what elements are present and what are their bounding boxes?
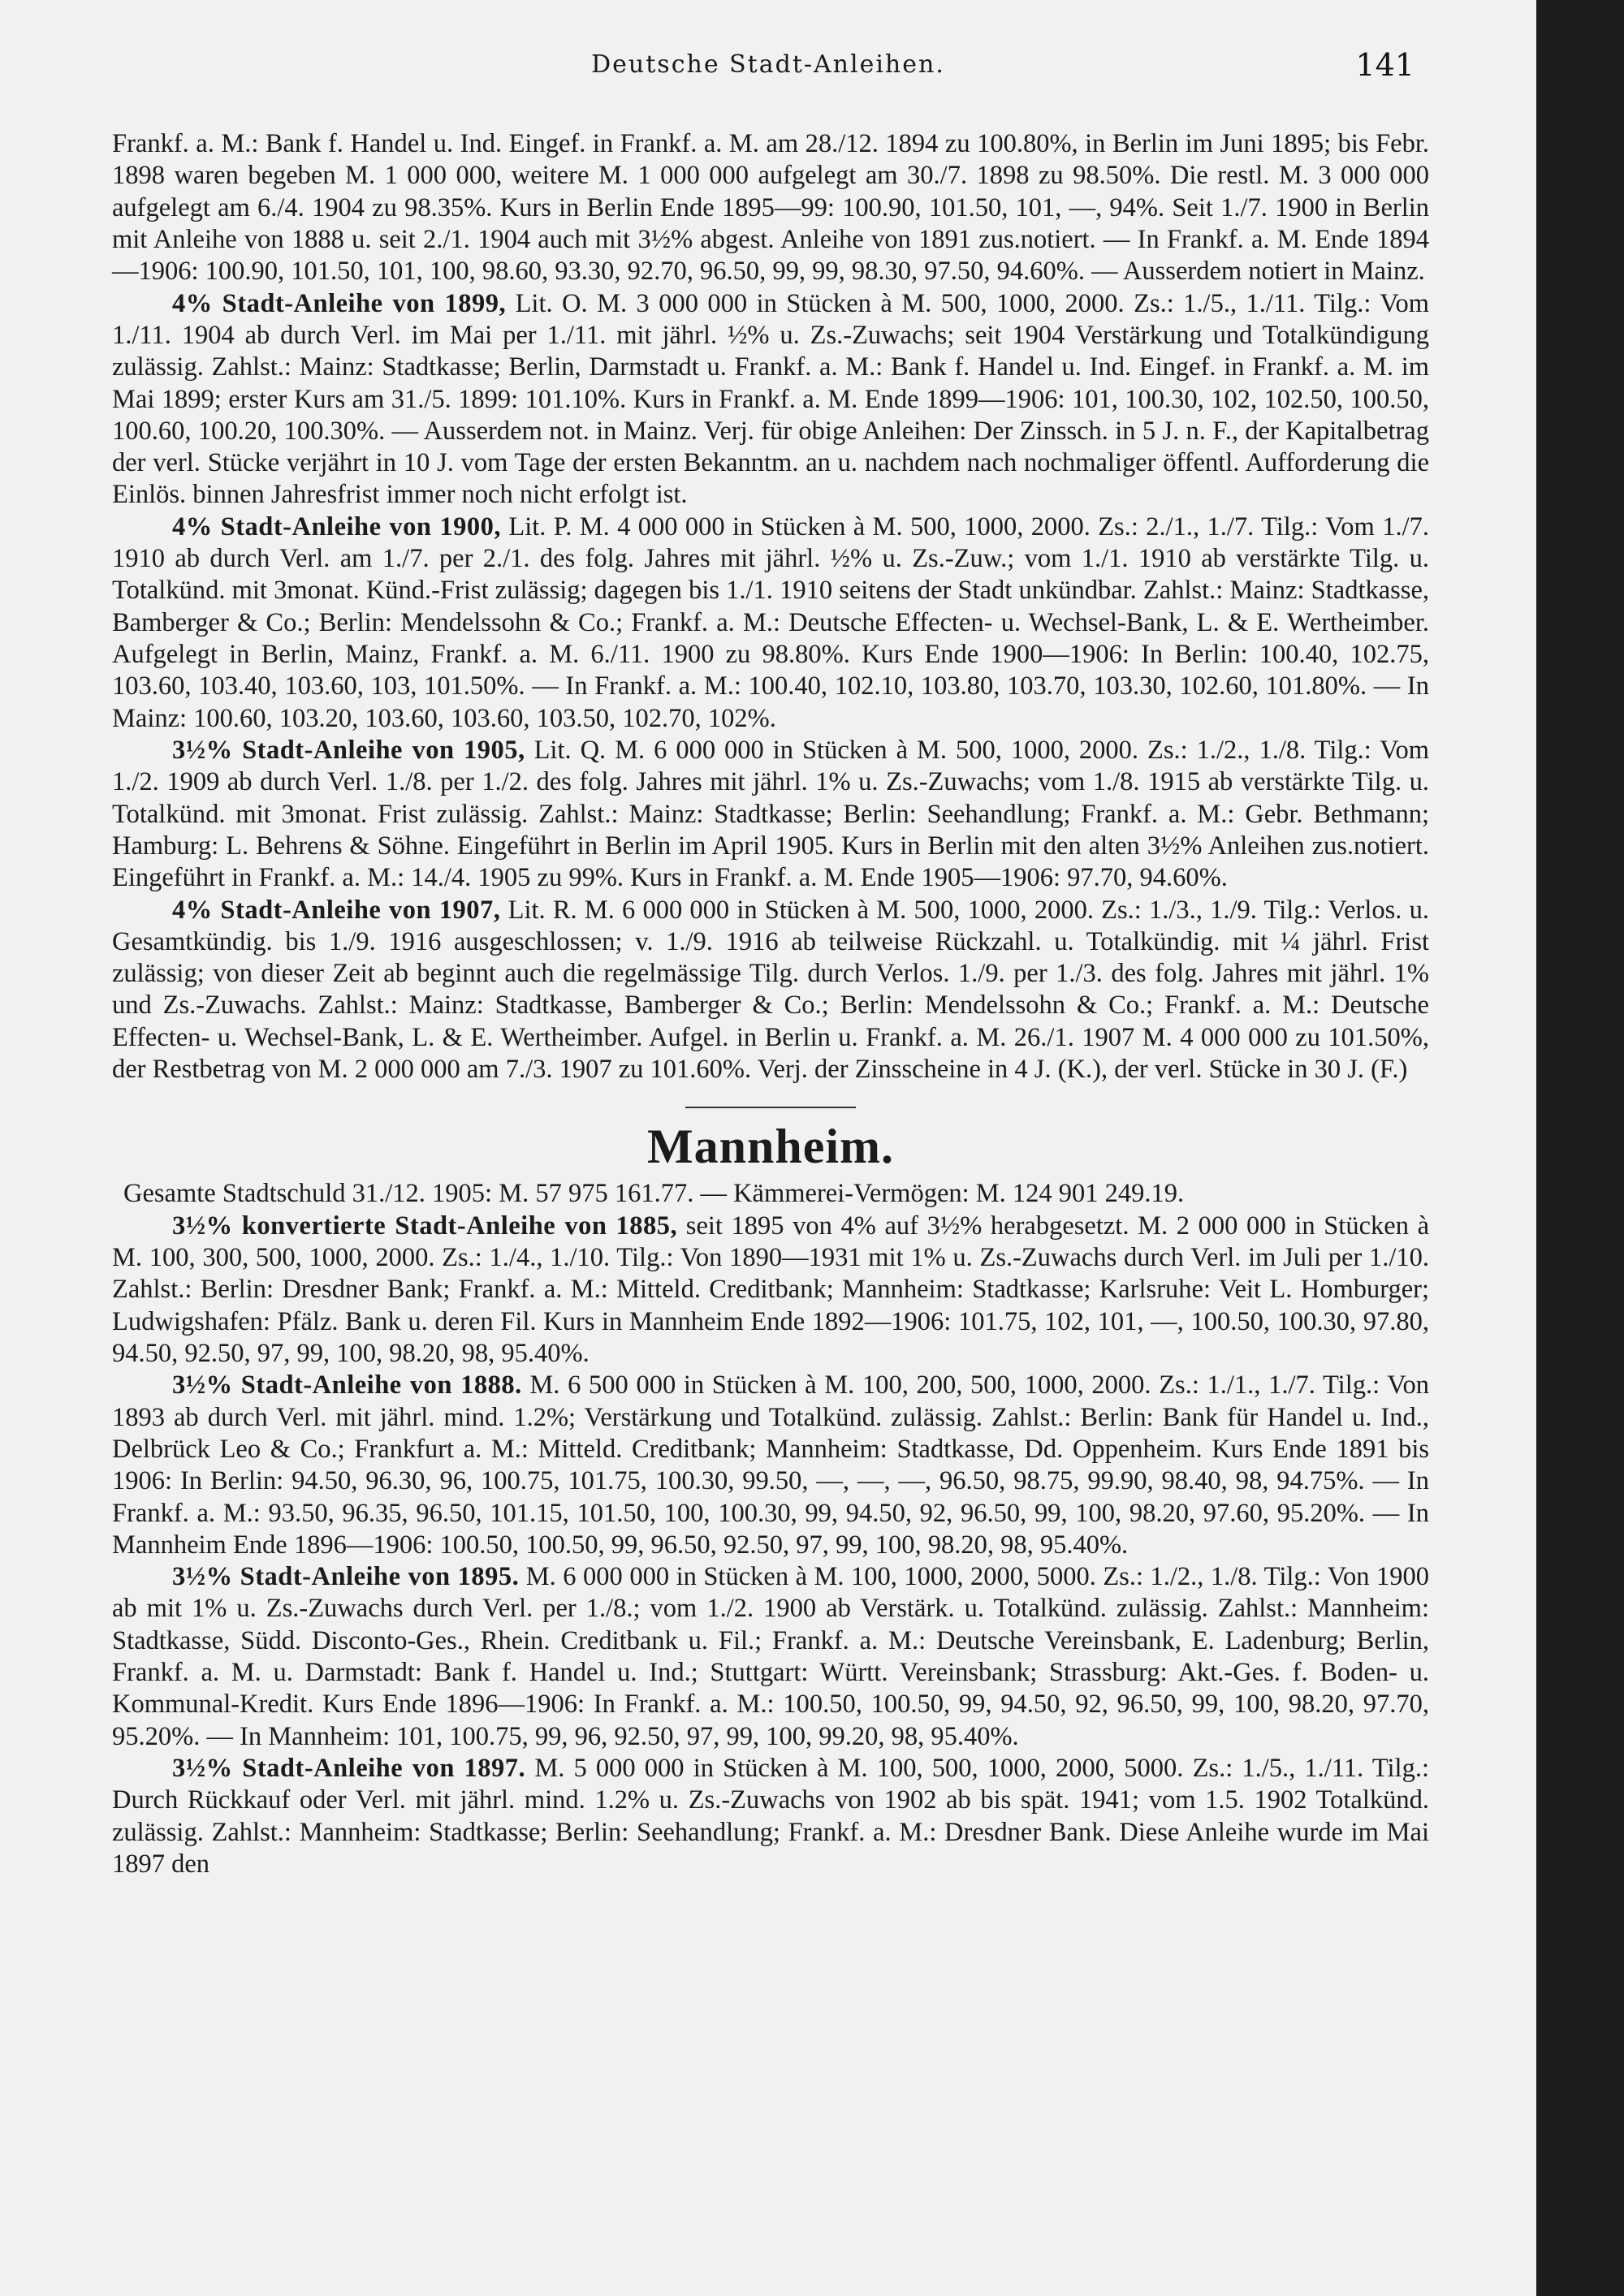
loan-entry-1907 (112, 895, 1429, 1086)
loan-title: 4% Stadt-Anleihe von 1899, (172, 288, 507, 318)
intro-paragraph: Frankf. a. M.: Bank f. Handel u. Ind. Eingef. in Frankf. a. M. am 28./12. 1894 zu 100.80%, in Berlin im Juni 1895; bis Febr. 1898 waren begeben M. 1 000 000, weitere M. 1 000 000 aufgelegt am 30./7. 1898 zu 98.50%. Die restl. M. 3 000 000 aufgelegt am 6./4. 1904 zu 98.35%. Kurs in Berlin Ende 1895—99: 100.90, 101.50, 101, —, 94%. Seit 1./7. 1900 in Berlin mit Anleihe von 1888 u. seit 2./1. 1904 auch mit 3½% abgest. Anleihe von 1891 zus.notiert. — In Frankf. a. M. Ende 1894—1906: 100.90, 101.50, 101, 100, 98.60, 93.30, 92.70, 96.50, 99, 99, 98.30, 97.50, 94.60%. — Ausserdem notiert in Mainz. (112, 129, 1429, 287)
body-text (112, 128, 1429, 1880)
loan-title: 4% Stadt-Anleihe von 1900, (172, 511, 501, 542)
city-debt-summary: Gesamte Stadtschuld 31./12. 1905: M. 57 975 161.77. — Kämmerei-Vermögen: M. 124 901 249.19. (123, 1179, 1185, 1209)
loan-entry-1899 (112, 288, 1429, 511)
loan-entry-1895 (112, 1561, 1429, 1753)
loan-details: M. 5 000 000 in Stücken à M. 100, 500, 1000, 2000, 5000. Zs.: 1./5., 1./11. Tilg.: Durch Rückkauf oder Verl. mit jährl. mind. 1.2% u. Zs.-Zuwachs von 1902 ab bis spät. 1941; vom 1.5. 1902 Totalkünd. zulässig. Zahlst.: Mannheim: Stadtkasse; Berlin: Seehandlung; Frankf. a. M.: Dresdner Bank. Diese Anleihe wurde im Mai 1897 den (112, 1754, 1429, 1879)
loan-title: 3½% Stadt-Anleihe von 1895. (172, 1562, 520, 1592)
loan-title: 3½% konvertierte Stadt-Anleihe von 1885, (172, 1211, 678, 1241)
section-divider (685, 1107, 856, 1108)
loan-entry-1900 (112, 511, 1429, 735)
loan-title: 3½% Stadt-Anleihe von 1897. (172, 1754, 526, 1783)
loan-details: Lit. R. M. 6 000 000 in Stücken à M. 500, 1000, 2000. Zs.: 1./3., 1./9. Tilg.: Verlos. u. Gesamtkündig. bis 1./9. 1916 ausgeschlossen; v. 1./9. 1916 ab teilweise Rückzahl. u. Totalkündig. mit ¼ jährl. Frist zulässig; von dieser Zeit ab beginnt auch die regelmässige Tilg. durch Verlos. 1./9. per 1./3. des folg. Jahres mit jährl. 1% und Zs.-Zuwachs. Zahlst.: Mainz: Stadtkasse, Bamberger & Co.; Berlin: Mendelssohn & Co.; Frankf. a. M.: Deutsche Effecten- u. Wechsel-Bank, L. & E. Wertheimber. Aufgel. in Berlin u. Frankf. a. M. 26./1. 1907 M. 4 000 000 zu 101.50%, der Restbetrag von M. 2 000 000 am 7./3. 1907 zu 101.60%. Verj. der Zinsscheine in 4 J. (K.), der verl. Stücke in 30 J. (F.) (112, 895, 1429, 1085)
city-heading: Mannheim. (646, 1120, 895, 1174)
loan-details: M. 6 000 000 in Stücken à M. 100, 1000, 2000, 5000. Zs.: 1./2., 1./8. Tilg.: Von 1900 ab mit 1% u. Zs.-Zuwachs durch Verl. per 1./8.; vom 1./2. 1900 ab Verstärk. u. Totalkünd. zulässig. Zahlst.: Mannheim: Stadtkasse, Südd. Disconto-Ges., Rhein. Creditbank u. Fil.; Frankf. a. M.: Deutsche Vereinsbank, E. Ladenburg; Berlin, Frankf. a. M. u. Darmstadt: Bank f. Handel u. Ind.; Stuttgart: Württ. Vereinsbank; Strassburg: Akt.-Ges. f. Boden- u. Kommunal-Kredit. Kurs Ende 1896—1906: In Frankf. a. M.: 100.50, 100.50, 99, 94.50, 92, 96.50, 99, 100, 98.20, 97.70, 95.20%. — In Mannheim: 101, 100.75, 99, 96, 92.50, 97, 99, 100, 99.20, 98, 95.40%. (112, 1562, 1429, 1751)
loan-details: Lit. Q. M. 6 000 000 in Stücken à M. 500, 1000, 2000. Zs.: 1./2., 1./8. Tilg.: Vom 1./2. 1909 ab durch Verl. 1./8. per 1./2. des folg. Jahres mit jährl. 1% u. Zs.-Zuwachs; vom 1./8. 1915 ab verstärkte Tilg. u. Totalkünd. mit 3monat. Frist zulässig. Zahlst.: Mainz: Stadtkasse; Berlin: Seehandlung; Frankf. a. M.: Gebr. Bethmann; Hamburg: L. Behrens & Söhne. Eingeführt in Berlin im April 1905. Kurs in Berlin mit den alten 3½% Anleihen zus.notiert. Eingeführt in Frankf. a. M.: 14./4. 1905 zu 99%. Kurs in Frankf. a. M. Ende 1905—1906: 97.70, 94.60%. (112, 735, 1429, 893)
loan-entry-1905 (112, 735, 1429, 895)
loan-details: Lit. O. M. 3 000 000 in Stücken à M. 500, 1000, 2000. Zs.: 1./5., 1./11. Tilg.: Vom 1./11. 1904 ab durch Verl. im Mai per 1./11. mit jährl. ½% u. Zs.-Zuwachs; seit 1904 Verstärkung und Totalkündigung zulässig. Zahlst.: Mainz: Stadtkasse; Berlin, Darmstadt u. Frankf. a. M.: Bank f. Handel u. Ind. Eingef. in Frankf. a. M. im Mai 1899; erster Kurs am 31./5. 1899: 101.10%. Kurs in Frankf. a. M. Ende 1899—1906: 101, 100.30, 102, 102.50, 100.50, 100.60, 100.20, 100.30%. — Ausserdem not. in Mainz. Verj. für obige Anleihen: Der Zinssch. in 5 J. n. F., der Kapitalbetrag der verl. Stücke verjährt in 10 J. vom Tage der ersten Bekanntm. an u. nachdem nach nochmaliger öffentl. Aufforderung die Einlös. binnen Jahresfrist immer noch nicht erfolgt ist. (112, 288, 1430, 510)
loan-title: 3½% Stadt-Anleihe von 1905, (172, 735, 525, 765)
loan-details: M. 6 500 000 in Stücken à M. 100, 200, 500, 1000, 2000. Zs.: 1./1., 1./7. Tilg.: Von 1893 ab durch Verl. mit jährl. mind. 1.2%; Verstärkung und Totalkünd. zulässig. Zahlst.: Berlin: Bank für Handel u. Ind., Delbrück Leo & Co.; Frankfurt a. M.: Mitteld. Creditbank; Mannheim: Stadtkasse, Dd. Oppenheim. Kurs Ende 1891 bis 1906: In Berlin: 94.50, 96.30, 96, 100.75, 101.75, 100.30, 99.50, —, —, —, 96.50, 98.75, 99.90, 98.40, 98, 94.75%. — In Frankf. a. M.: 93.50, 96.35, 96.50, 101.15, 101.50, 100, 100.30, 99, 94.50, 92, 96.50, 99, 100, 98.20, 97.60, 95.20%. — In Mannheim Ende 1896—1906: 100.50, 100.50, 99, 96.50, 92.50, 97, 99, 100, 98.20, 98, 95.40%. (112, 1370, 1429, 1560)
running-title: Deutsche Stadt-Anleihen. (591, 50, 945, 79)
page-header (0, 47, 1536, 91)
loan-title: 3½% Stadt-Anleihe von 1888. (172, 1370, 522, 1400)
page-number: 141 (1355, 47, 1415, 83)
loan-title: 4% Stadt-Anleihe von 1907, (172, 895, 501, 925)
loan-entry-1897 (112, 1753, 1429, 1880)
loan-entry-1888 (112, 1370, 1429, 1561)
loan-details: Lit. P. M. 4 000 000 in Stücken à M. 500, 1000, 2000. Zs.: 2./1., 1./7. Tilg.: Vom 1./7. 1910 ab durch Verl. am 1./7. per 2./1. des folg. Jahres mit jährl. ½% u. Zs.-Zuw.; vom 1./1. 1910 ab verstärkte Tilg. u. Totalkünd. mit 3monat. Künd.-Frist zulässig; dagegen bis 1./1. 1910 seitens der Stadt unkündbar. Zahlst.: Mainz: Stadtkasse, Bamberger & Co.; Berlin: Mendelssohn & Co.; Frankf. a. M.: Deutsche Effecten- u. Wechsel-Bank, L. & E. Wertheimber. Aufgelegt in Berlin, Mainz, Frankf. a. M. 6./11. 1900 zu 98.80%. Kurs Ende 1900—1906: In Berlin: 100.40, 102.75, 103.60, 103.40, 103.60, 103, 101.50%. — In Frankf. a. M.: 100.40, 102.10, 103.80, 103.70, 103.30, 102.60, 101.80%. — In Mainz: 100.60, 103.20, 103.60, 103.60, 103.50, 102.70, 102%. (112, 511, 1429, 733)
loan-details: seit 1895 von 4% auf 3½% herabgesetzt. M. 2 000 000 in Stücken à M. 100, 300, 500, 1000, 2000. Zs.: 1./4., 1./10. Tilg.: Von 1890—1931 mit 1% u. Zs.-Zuwachs durch Verl. im Juli per 1./10. Zahlst.: Berlin: Dresdner Bank; Frankf. a. M.: Mitteld. Creditbank; Mannheim: Stadtkasse; Karlsruhe: Veit L. Homburger; Ludwigshafen: Pfälz. Bank u. deren Fil. Kurs in Mannheim Ende 1892—1906: 101.75, 102, 101, —, 100.50, 100.30, 97.80, 94.50, 92.50, 97, 99, 100, 98.20, 98, 95.40%. (112, 1211, 1429, 1368)
loan-entry-1885 (112, 1211, 1429, 1370)
